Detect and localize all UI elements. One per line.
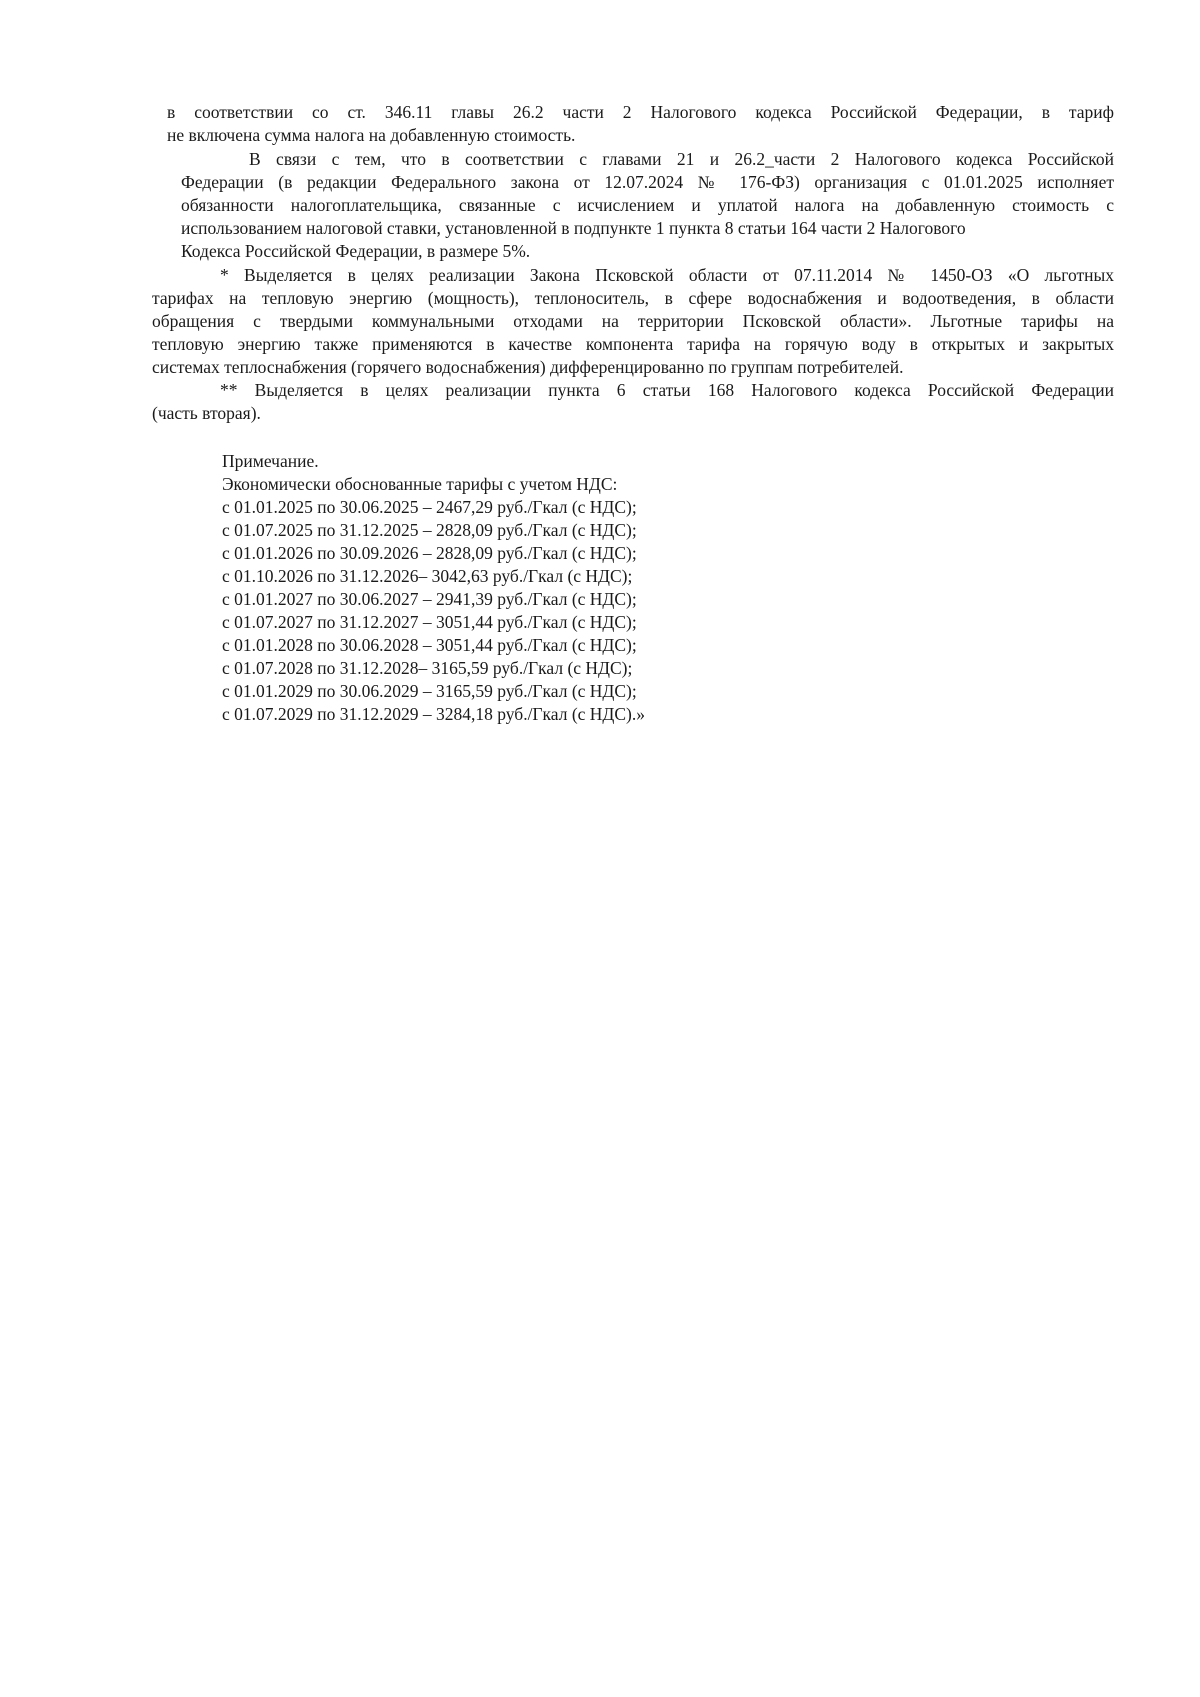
text-line: ** Выделяется в целях реализации пункта 6 статьи 168 Налогового кодекса Российской Федерации	[220, 380, 1114, 400]
note-subheading: Экономически обоснованные тарифы с учетом НДС:	[222, 474, 618, 494]
note-heading: Примечание.	[222, 451, 319, 471]
text-line: обращения с твердыми коммунальными отходами на территории Псковской области». Льготные тарифы на	[152, 311, 1114, 331]
tariff-item: с 01.01.2025 по 30.06.2025 – 2467,29 руб./Гкал (с НДС);	[222, 497, 637, 517]
tariff-item: с 01.01.2027 по 30.06.2027 – 2941,39 руб./Гкал (с НДС);	[222, 589, 637, 609]
text-line: обязанности налогоплательщика, связанные с исчислением и уплатой налога на добавленную стоимость с	[181, 195, 1114, 215]
text-line: не включена сумма налога на добавленную стоимость.	[167, 125, 576, 145]
note-block	[222, 450, 922, 726]
text-line: тарифах на тепловую энергию (мощность), теплоноситель, в сфере водоснабжения и водоотведения, в области	[152, 288, 1114, 308]
paragraph-vat-obligation	[181, 148, 1114, 263]
paragraph-footnote-2	[152, 379, 1114, 425]
tariff-item: с 01.10.2026 по 31.12.2026– 3042,63 руб./Гкал (с НДС);	[222, 566, 633, 586]
tariff-item: с 01.01.2028 по 30.06.2028 – 3051,44 руб./Гкал (с НДС);	[222, 635, 637, 655]
tariff-list	[222, 496, 922, 726]
text-line: системах теплоснабжения (горячего водоснабжения) дифференцированно по группам потребителей.	[152, 357, 904, 377]
text-line: В связи с тем, что в соответствии с главами 21 и 26.2_части 2 Налогового кодекса Российской	[249, 149, 1114, 169]
tariff-item: с 01.07.2027 по 31.12.2027 – 3051,44 руб./Гкал (с НДС);	[222, 612, 637, 632]
text-line: в соответствии со ст. 346.11 главы 26.2 части 2 Налогового кодекса Российской Федерации, в тариф	[167, 102, 1114, 122]
text-line: (часть вторая).	[152, 403, 261, 423]
text-line: тепловую энергию также применяются в качестве компонента тарифа на горячую воду в открытых и закрытых	[152, 334, 1114, 354]
paragraph-footnote-1	[152, 264, 1114, 379]
paragraph-tax-exemption	[167, 101, 1114, 147]
tariff-item: с 01.01.2026 по 30.09.2026 – 2828,09 руб./Гкал (с НДС);	[222, 543, 637, 563]
text-line: Кодекса Российской Федерации, в размере 5%.	[181, 241, 531, 261]
text-line: Федерации (в редакции Федерального закона от 12.07.2024 № 176-ФЗ) организация с 01.01.2025 исполняет	[181, 172, 1114, 192]
text-line: * Выделяется в целях реализации Закона Псковской области от 07.11.2014 № 1450-ОЗ «О льготных	[220, 265, 1114, 285]
tariff-item: с 01.07.2028 по 31.12.2028– 3165,59 руб./Гкал (с НДС);	[222, 658, 633, 678]
tariff-item: с 01.01.2029 по 30.06.2029 – 3165,59 руб./Гкал (с НДС);	[222, 681, 637, 701]
tariff-item: с 01.07.2025 по 31.12.2025 – 2828,09 руб./Гкал (с НДС);	[222, 520, 637, 540]
text-line: использованием налоговой ставки, установленной в подпункте 1 пункта 8 статьи 164 части 2 Налогового	[181, 218, 966, 238]
tariff-item: с 01.07.2029 по 31.12.2029 – 3284,18 руб./Гкал (с НДС).»	[222, 704, 645, 724]
